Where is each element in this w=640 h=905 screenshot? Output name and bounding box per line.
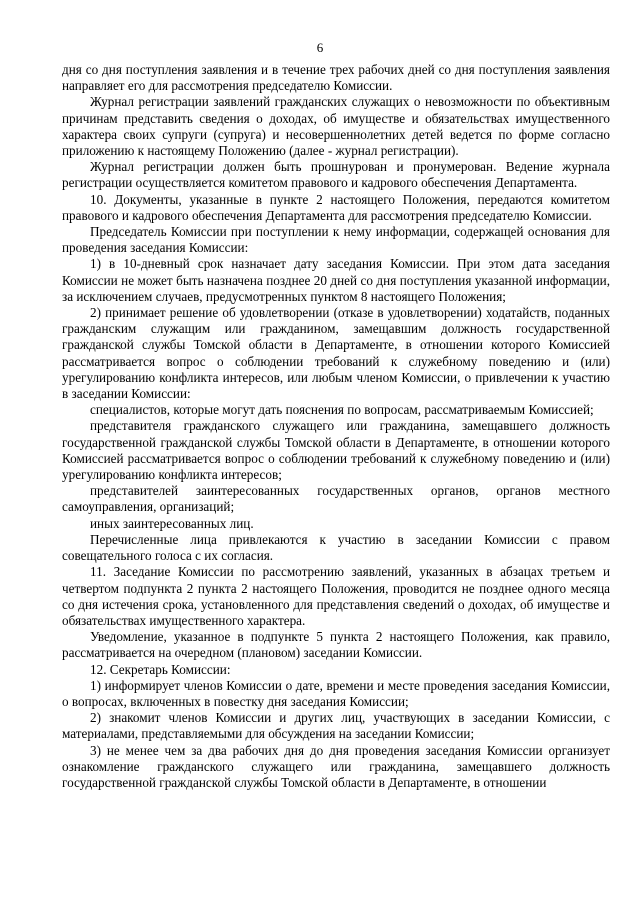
paragraph: Председатель Комиссии при поступлении к нему информации, содержащей основания для проведения заседания Комиссии: [62, 224, 610, 256]
page-number: 6 [316, 40, 324, 55]
paragraph: 1) информирует членов Комиссии о дате, времени и месте проведения заседания Комиссии, о вопросах, включенных в повестку дня заседания Комиссии; [62, 677, 610, 709]
paragraph: 11. Заседание Комиссии по рассмотрению заявлений, указанных в абзацах третьем и четвертом подпункта 2 пункта 2 настоящего Положения, проводится не позднее одного месяца со дня истечения срока, установленного для представления сведений о доходах, об имуществе и обязательствах имущественного характера. [62, 564, 610, 628]
paragraph: 2) принимает решение об удовлетворении (отказе в удовлетворении) ходатайств, поданных гражданским служащим или гражданином, замещавшим должность государственной гражданской службы Томской области в Департаменте, в отношении которого Комиссией рассматривается вопрос о соблюдении требований к служебному поведению и (или) урегулированию конфликта интересов, или любым членом Комиссии, о привлечении к участию в заседании Комиссии: [62, 305, 610, 402]
paragraph: представителей заинтересованных государственных органов, органов местного самоуправления, организаций; [62, 483, 610, 515]
paragraph: 1) в 10-дневный срок назначает дату заседания Комиссии. При этом дата заседания Комиссии не может быть назначена позднее 20 дней со дня поступления указанной информации, за исключением случаев, предусмотренных пунктом 8 настоящего Положения; [62, 256, 610, 304]
paragraph: 10. Документы, указанные в пункте 2 настоящего Положения, передаются комитетом правового и кадрового обеспечения Департамента для рассмотрения председателю Комиссии. [62, 191, 610, 223]
paragraph: иных заинтересованных лиц. [90, 515, 254, 531]
document-body [62, 62, 610, 791]
paragraph: специалистов, которые могут дать пояснения по вопросам, рассматриваемым Комиссией; [90, 402, 594, 418]
paragraph: Журнал регистрации заявлений гражданских служащих о невозможности по объективным причинам представить сведения о доходах, об имуществе и обязательствах имущественного характера своих супруги (супруга) и несовершеннолетних детей ведется по форме согласно приложению к настоящему Положению (далее - журнал регистрации). [62, 94, 610, 159]
paragraph: представителя гражданского служащего или гражданина, замещавшего должность государственной гражданской службы Томской области в Департаменте, в отношении которого Комиссией рассматривается вопрос о соблюдении требований к служебному поведению и (или) урегулированию конфликта интересов; [62, 418, 610, 483]
paragraph: дня со дня поступления заявления и в течение трех рабочих дней со дня поступления заявления направляет его для рассмотрения председателю Комиссии. [62, 62, 610, 94]
paragraph: Журнал регистрации должен быть прошнурован и пронумерован. Ведение журнала регистрации осуществляется комитетом правового и кадрового обеспечения Департамента. [62, 159, 610, 191]
paragraph: 3) не менее чем за два рабочих дня до дня проведения заседания Комиссии организует ознакомление гражданского служащего или гражданина, замещавшего должность государственной гражданской службы Томской области в Департаменте, в отношении [62, 742, 610, 790]
paragraph: Уведомление, указанное в подпункте 5 пункта 2 настоящего Положения, как правило, рассматривается на очередном (плановом) заседании Комиссии. [62, 629, 610, 661]
paragraph: 12. Секретарь Комиссии: [90, 661, 231, 677]
paragraph: 2) знакомит членов Комиссии и других лиц, участвующих в заседании Комиссии, с материалами, представляемыми для обсуждения на заседании Комиссии; [62, 710, 610, 742]
paragraph: Перечисленные лица привлекаются к участию в заседании Комиссии с правом совещательного голоса с их согласия. [62, 531, 610, 564]
